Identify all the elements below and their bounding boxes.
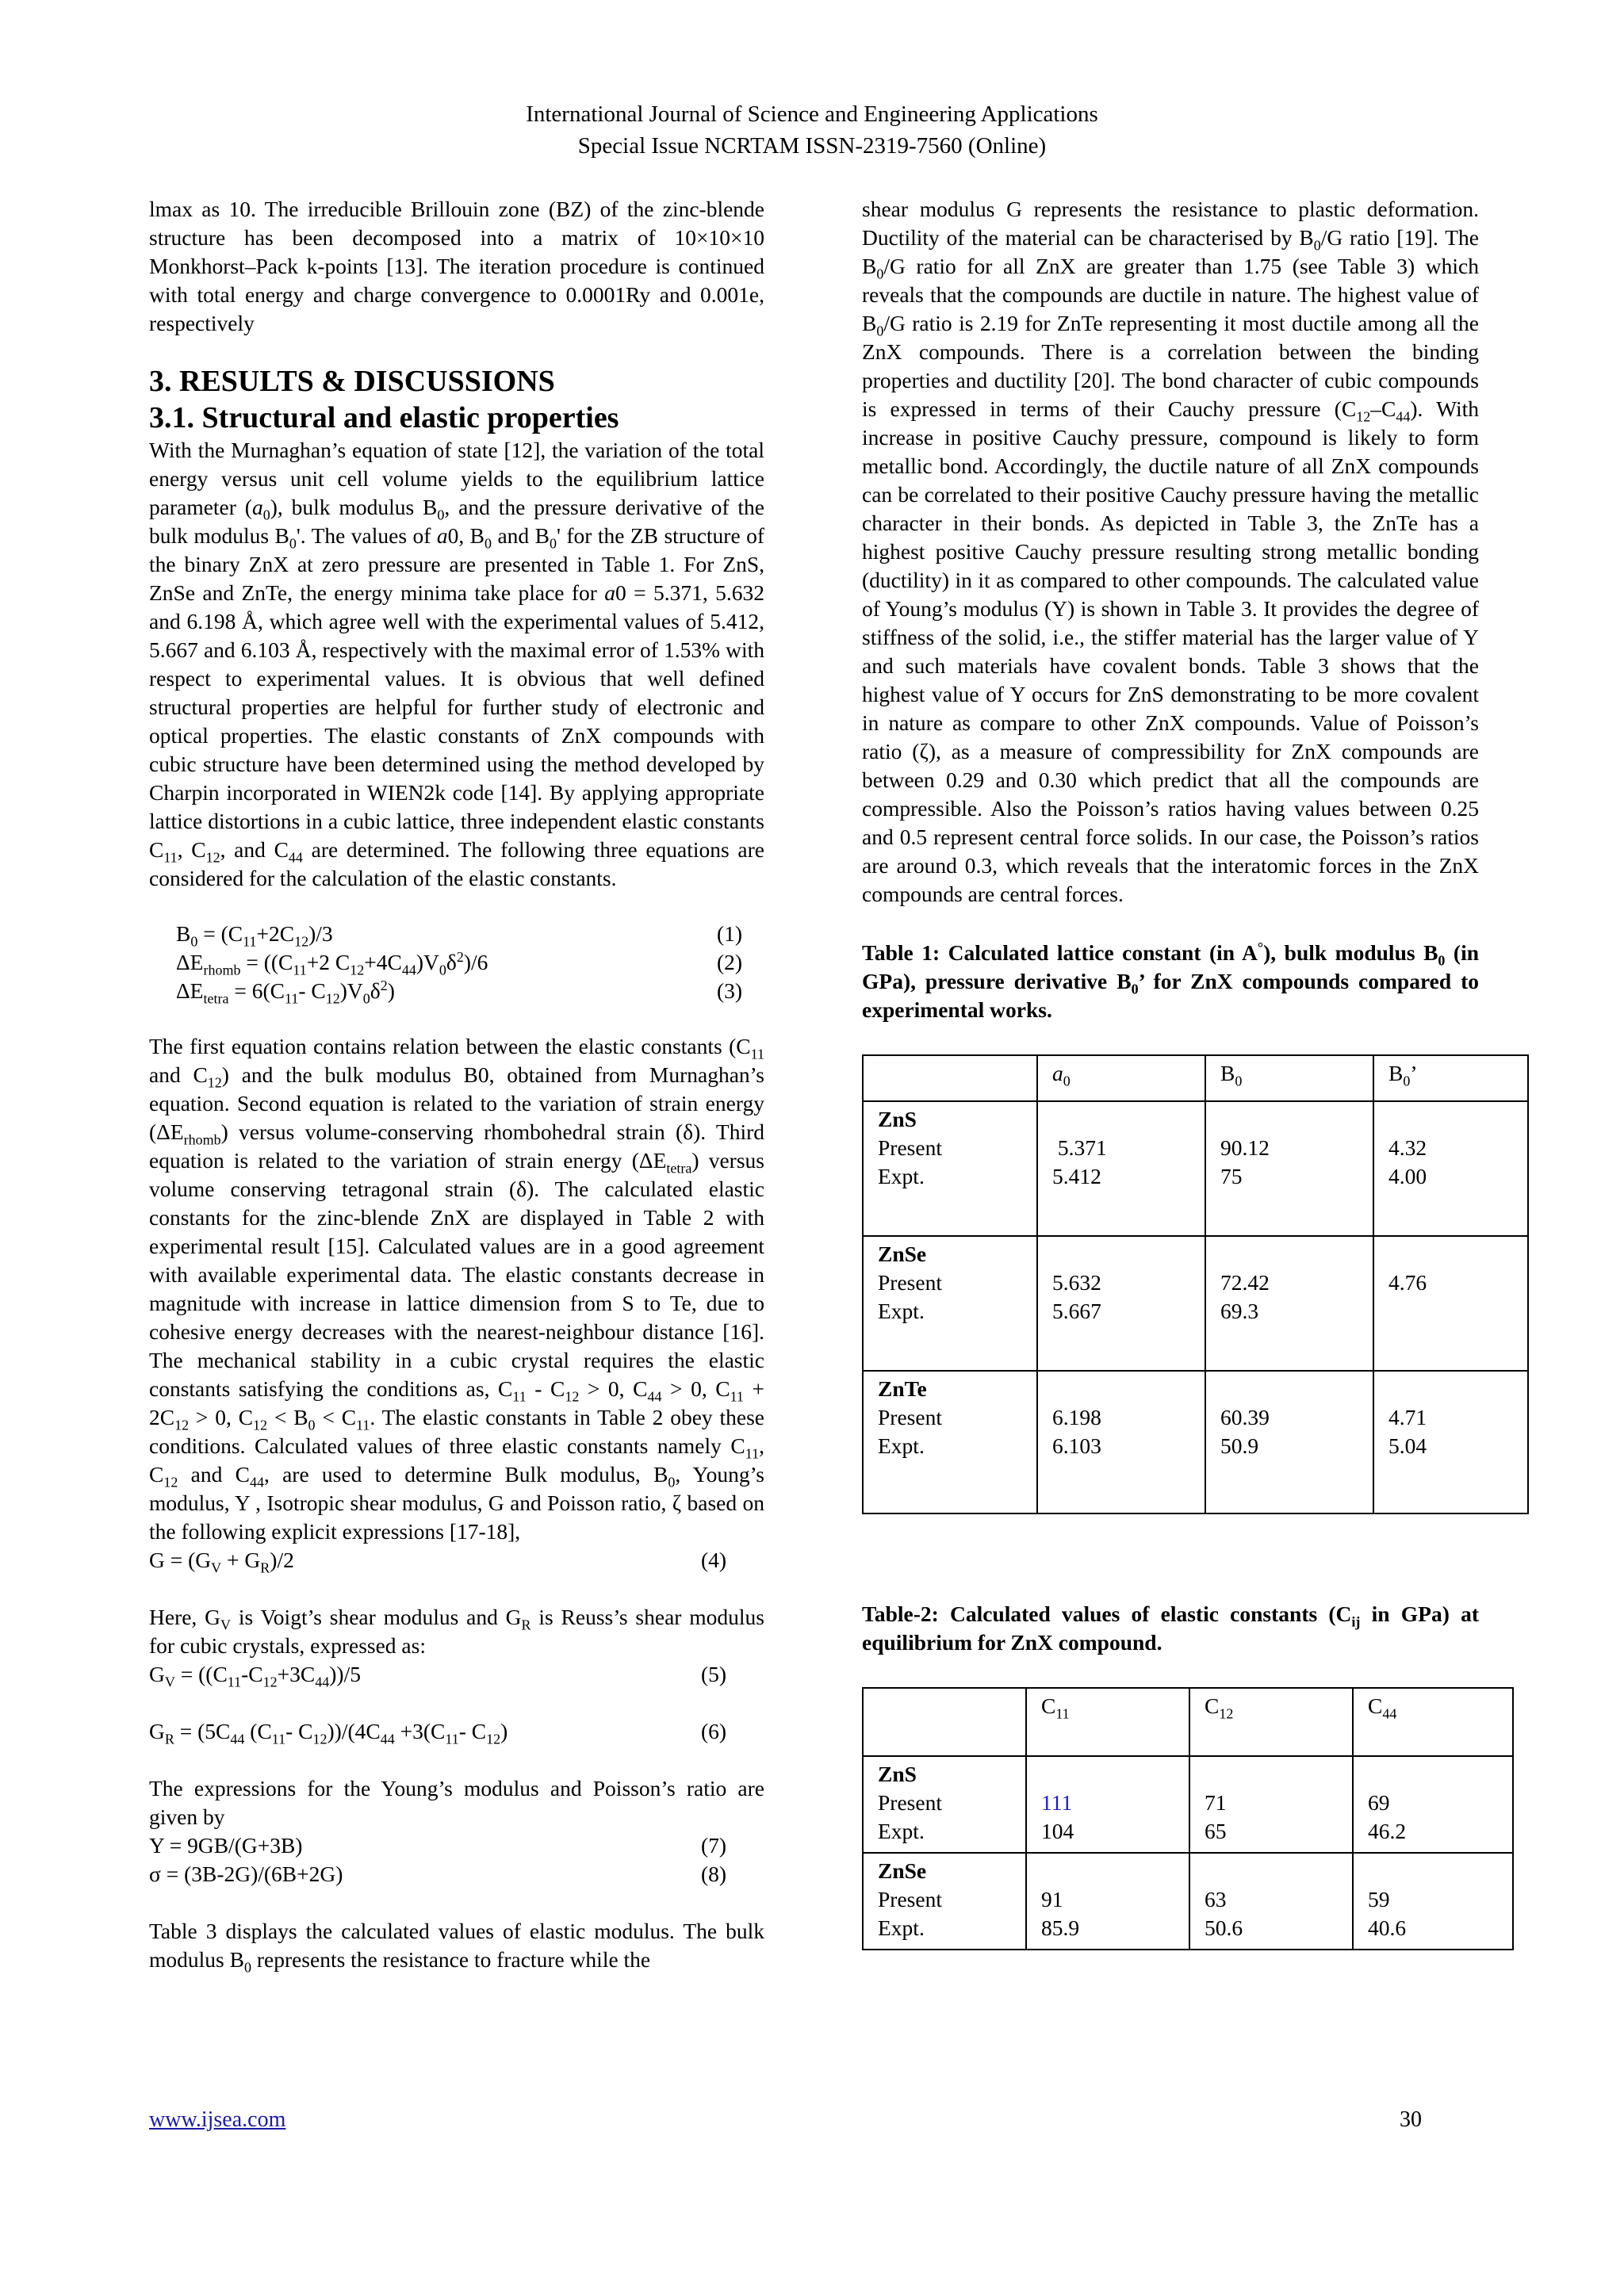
table2 [862, 1687, 1514, 1950]
table-cell: 5.371 5.412 [1037, 1101, 1205, 1236]
elastic-paragraph: The first equation contains relation between the elastic constants ($C_{11}$ and $C_{12}$) and the bulk modulus B0, obtained from Murnaghan’s equation. Second equation is related to the variation of strain energy $(\Delta E_{rhomb})$ versus volume-conserving rhombohedral strain (δ). Third equation is related to the variation of strain energy $(\Delta E_{tetra})$ versus volume conserving tetragonal strain (δ). The calculated elastic constants for the zinc-blende ZnX are displayed in Table 2 with experimental result [15]. Calculated values are in a good agreement with available experimental data. The elastic constants decrease in magnitude with increase in lattice dimension from S to Te, due to cohesive energy decreases with the nearest-neighbour distance [16]. The mechanical stability in a cubic crystal requires the elastic constants satisfying the conditions as, $C_{11} - C_{12} > 0$, $C_{44} > 0$, $C_{11} + 2C_{12} > 0$, $C_{12} < B_0 < C_{11}$. The elastic constants in Table 2 obey these conditions. Calculated values of three elastic constants namely $C_{11}$, $C_{12}$ and $C_{44}$, are used to determine Bulk modulus, $B_0$, Young’s modulus, Y , Isotropic shear modulus, G and Poisson ratio, ζ based on the following explicit expressions [17-18], [149, 1034, 764, 1544]
equation-7: Y = 9GB/(G+3B) (7) [149, 1831, 764, 1860]
page-number: 30 [1400, 2107, 1422, 2132]
table-cell: 4.71 5.04 [1373, 1371, 1528, 1513]
table3-paragraph: Table 3 displays the calculated values of elastic modulus. The bulk modulus $B_0$ represents the resistance to fracture while the [149, 1919, 764, 1976]
table-header-cell: $a_0$ [1037, 1055, 1205, 1101]
equation-2: $\Delta E_{rhomb} = ((C_{11}+2$ $C_{12}+4C_{44})V_0\delta^2)/6$ (2) [176, 948, 764, 977]
table-cell: 90.12 75 [1205, 1101, 1373, 1236]
subsection-heading: 3.1. Structural and elastic properties [149, 401, 619, 434]
table-header-cell: $B_0$’ [1373, 1055, 1528, 1101]
structural-paragraph: With the Murnaghan’s equation of state [12], the variation of the total energy versus unit cell volume yields to the equilibrium lattice parameter $(a_0)$, bulk modulus $B_0$, and the pressure derivative of the bulk modulus $B_0'$. The values of a0, $B_0$ and $B_0'$ for the ZB structure of the binary ZnX at zero pressure are presented in Table 1. For ZnS, ZnSe and ZnTe, the energy minima take place for a0 = 5.371, 5.632 and 6.198 Å, which agree well with the experimental values of 5.412, 5.667 and 6.103 Å, respectively with the maximal error of 1.53% with respect to experimental values. It is obvious that well defined structural properties are helpful for further study of electronic and optical properties. The elastic constants of ZnX compounds with cubic structure have been determined using the method developed by Charpin incorporated in WIEN2k code [14]. By applying appropriate lattice distortions in a cubic lattice, three independent elastic constants $C_{11}$, $C_{12}$, and $C_{44}$ are determined. The following three equations are considered for the calculation of the elastic constants. [149, 438, 765, 890]
intro-paragraph: lmax as 10. The irreducible Brillouin zone (BZ) of the zinc-blende structure has been decomposed into a matrix of 10×10×10 Monkhorst–Pack k-points [13]. The iteration procedure is continued with total energy and charge convergence to 0.0001Ry and 0.001e, respectively [149, 197, 764, 335]
equation-number: (8) [701, 1862, 727, 1886]
table-cell: 4.32 4.00 [1373, 1101, 1528, 1236]
table-header-row [863, 1055, 1528, 1101]
table-header-cell: $C_{11}$ [1026, 1688, 1189, 1756]
equation-number: (2) [717, 950, 743, 974]
table-header-row [863, 1688, 1513, 1756]
table1 [862, 1054, 1529, 1514]
young-poisson-paragraph: The expressions for the Young’s modulus and Poisson’s ratio are given by [149, 1776, 764, 1829]
right-column [862, 195, 1479, 1950]
table-cell: 63 50.6 [1189, 1853, 1353, 1950]
table-header-cell: $C_{44}$ [1353, 1688, 1513, 1756]
table1-caption: Table 1: Calculated lattice constant (in A°), bulk modulus $B_0$ (in GPa), pressure derivative $B_0$’ for ZnX compounds compared to experimental works. [862, 939, 1479, 1022]
shear-paragraph: Here, $G_V$ is Voigt’s shear modulus and $G_R$ is Reuss’s shear modulus for cubic crystals, expressed as: [149, 1605, 764, 1658]
equation-number: (3) [717, 978, 743, 1003]
journal-website-link[interactable]: www.ijsea.com [149, 2107, 286, 2132]
row-label-cell: ZnTe Present Expt. [863, 1371, 1037, 1513]
table-row [863, 1756, 1513, 1853]
journal-title: International Journal of Science and Engineering Applications [526, 101, 1098, 127]
section-heading: 3. RESULTS & DISCUSSIONS [149, 365, 555, 398]
equation-4: $G = (G_V + G_R)/2$ (4) [149, 1546, 764, 1575]
table-row [863, 1853, 1513, 1950]
equation-8: σ = (3B-2G)/(6B+2G) (8) [149, 1860, 764, 1888]
table-row [863, 1371, 1528, 1513]
table-cell: 5.632 5.667 [1037, 1236, 1205, 1371]
row-label-cell: ZnS Present Expt. [863, 1756, 1026, 1853]
equation-6: $G_R = (5C_{44}$ ($C_{11}-$ $C_{12}))/(4C_{44} +3(C_{11}-$ $C_{12}$) (6) [149, 1717, 764, 1746]
equation-number: (4) [701, 1548, 727, 1572]
equation-number: (7) [701, 1833, 727, 1858]
table-cell: 69 46.2 [1353, 1756, 1513, 1853]
left-column [149, 195, 764, 1974]
table-cell: 111 104 [1026, 1756, 1189, 1853]
journal-header [0, 98, 1624, 162]
ductility-paragraph: shear modulus G represents the resistance to plastic deformation. Ductility of the material can be characterised by $B_0/G$ ratio [19]. The $B_0/G$ ratio for all ZnX are greater than 1.75 (see Table 3) which reveals that the compounds are ductile in nature. The highest value of $B_0/G$ ratio is 2.19 for ZnTe representing it most ductile among all the ZnX compounds. There is a correlation between the binding properties and ductility [20]. The bond character of cubic compounds is expressed in terms of their Cauchy pressure $(C_{12}-C_{44})$. With increase in positive Cauchy pressure, compound is likely to form metallic bond. Accordingly, the ductile nature of all ZnX compounds can be correlated to their positive Cauchy pressure having the metallic character in their bonds. As depicted in Table 3, the ZnTe has a highest positive Cauchy pressure resulting strong metallic bonding (ductility) in it as compared to other compounds. The calculated value of Young’s modulus (Y) is shown in Table 3. It provides the degree of stiffness of the solid, i.e., the stiffer material has the larger value of Y and such materials have covalent bonds. Table 3 shows that the highest value of Y occurs for ZnS demonstrating to be more covalent in nature as compare to other ZnX compounds. Value of Poisson’s ratio (ζ), as a measure of compressibility for ZnX compounds are between 0.29 and 0.30 which predict that all the compounds are compressible. Also the Poisson’s ratios having values between 0.25 and 0.5 represent central force solids. In our case, the Poisson’s ratios are around 0.3, which reveals that the interatomic forces in the ZnX compounds are central forces. [862, 197, 1479, 906]
equation-number: (6) [701, 1719, 727, 1743]
table-row [863, 1236, 1528, 1371]
equation-3: $\Delta E_{tetra} = 6(C_{11}-$ $C_{12})V_0\delta^2$) (3) [176, 977, 764, 1005]
row-label-cell: ZnS Present Expt. [863, 1101, 1037, 1236]
equation-5: $G_V = ((C_{11}-C_{12}+3C_{44}))/5$ (5) [149, 1660, 764, 1689]
table-header-cell: $C_{12}$ [1189, 1688, 1353, 1756]
table-header-cell: $B_0$ [1205, 1055, 1373, 1101]
table-cell: 6.198 6.103 [1037, 1371, 1205, 1513]
table-cell: 72.42 69.3 [1205, 1236, 1373, 1371]
table-cell: 4.76 [1373, 1236, 1528, 1371]
table2-caption: Table-2: Calculated values of elastic constants ($C_{ij}$ in GPa) at equilibrium for ZnX compound. [862, 1601, 1479, 1655]
journal-issue: Special Issue NCRTAM ISSN-2319-7560 (Online) [577, 133, 1047, 159]
table-cell: 60.39 50.9 [1205, 1371, 1373, 1513]
row-label-cell: ZnSe Present Expt. [863, 1236, 1037, 1371]
equation-number: (5) [701, 1662, 727, 1686]
table-cell: 71 65 [1189, 1756, 1353, 1853]
equation-1: $B_0 = (C_{11}+2C_{12})/3$ (1) [176, 920, 764, 948]
row-label-cell: ZnSe Present Expt. [863, 1853, 1026, 1950]
table-row [863, 1101, 1528, 1236]
equation-block-1 [176, 920, 764, 1005]
table-cell: 59 40.6 [1353, 1853, 1513, 1950]
table-cell: 91 85.9 [1026, 1853, 1189, 1950]
equation-number: (1) [717, 921, 743, 946]
